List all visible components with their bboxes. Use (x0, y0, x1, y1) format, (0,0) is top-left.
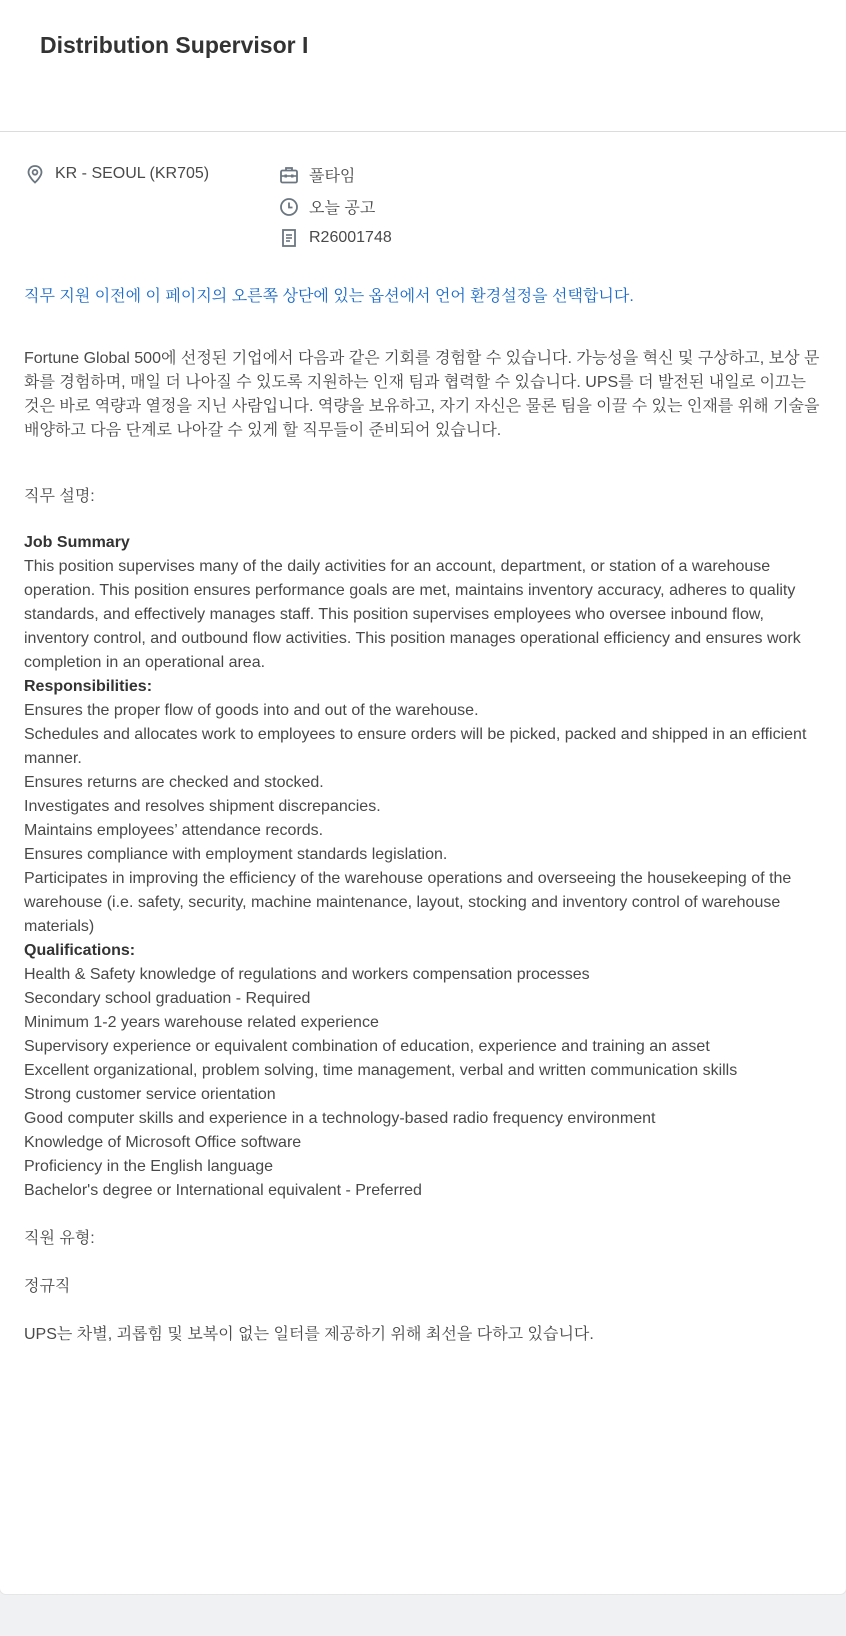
qualification-item: Bachelor's degree or International equivalent - Preferred (24, 1182, 422, 1199)
job-summary-text: This position supervises many of the daily activities for an account, department, or station of a warehouse operation. This position ensures performance goals are met, maintains inventory accuracy, adheres to quality standards, and effectively manages staff. This position supervises employees who oversee inbound flow, inventory control, and outbound flow activities. This position manages operational efficiency and ensures work completion in an operational area. (24, 558, 801, 671)
responsibility-item: Participates in improving the efficiency of the warehouse operations and overseeing the housekeeping of the warehouse (i.e. safety, security, machine maintenance, layout, stocking and inventory control of warehouse materials) (24, 870, 792, 935)
spacer (24, 1299, 824, 1323)
qualification-item: Good computer skills and experience in a technology-based radio frequency environment (24, 1110, 656, 1127)
posted-item (278, 195, 375, 218)
map-pin-icon (24, 163, 46, 185)
posted-text: 오늘 공고 (309, 200, 376, 217)
responsibilities-heading: Responsibilities: (24, 678, 153, 695)
responsibility-item: Investigates and resolves shipment discrepancies. (24, 798, 381, 815)
time-type-item (278, 163, 355, 186)
job-meta (24, 163, 824, 253)
spacer (24, 1203, 824, 1227)
employee-type-value: 정규직 (24, 1278, 71, 1295)
qualification-item: Proficiency in the English language (24, 1158, 274, 1175)
qualification-item: Supervisory experience or equivalent combination of education, experience and training an asset (24, 1038, 710, 1055)
qualification-item: Secondary school graduation - Required (24, 990, 311, 1007)
responsibility-item: Ensures the proper flow of goods into and out of the warehouse. (24, 702, 479, 719)
req-id-text: R26001748 (309, 229, 392, 246)
qualifications-heading: Qualifications: (24, 942, 136, 959)
spacer (24, 1251, 824, 1275)
responsibility-item: Schedules and allocates work to employees to ensure orders will be picked, packed and shipped in an efficient manner. (24, 726, 807, 767)
location-item (24, 163, 209, 185)
document-icon (278, 227, 300, 249)
qualification-item: Knowledge of Microsoft Office software (24, 1134, 302, 1151)
responsibility-item: Maintains employees’ attendance records. (24, 822, 324, 839)
qualification-item: Excellent organizational, problem solving, time management, verbal and written communication skills (24, 1062, 738, 1079)
job-description (24, 347, 824, 1347)
job-title: Distribution Supervisor I (40, 32, 309, 58)
employee-type-label: 직원 유형: (24, 1230, 95, 1247)
briefcase-icon (278, 164, 300, 186)
description-label: 직무 설명: (24, 488, 95, 505)
responsibility-item: Ensures returns are checked and stocked. (24, 774, 324, 791)
clock-icon (278, 196, 300, 218)
responsibility-item: Ensures compliance with employment standards legislation. (24, 846, 448, 863)
language-notice: 직무 지원 이전에 이 페이지의 오른쪽 상단에 있는 옵션에서 언어 환경설정을 선택합니다. (24, 288, 634, 305)
qualification-item: Strong customer service orientation (24, 1086, 276, 1103)
job-header (0, 0, 846, 132)
job-summary-heading: Job Summary (24, 534, 130, 551)
eeo-statement: UPS는 차별, 괴롭힘 및 보복이 없는 일터를 제공하기 위해 최선을 다하고 있습니다. (24, 1326, 594, 1343)
location-text: KR - SEOUL (KR705) (55, 165, 210, 182)
qualification-item: Minimum 1-2 years warehouse related experience (24, 1014, 379, 1031)
time-type-text: 풀타임 (309, 168, 356, 185)
req-id-item (278, 227, 392, 249)
qualification-item: Health & Safety knowledge of regulations and workers compensation processes (24, 966, 590, 983)
intro-paragraph: Fortune Global 500에 선정된 기업에서 다음과 같은 기회를 경험할 수 있습니다. 가능성을 혁신 및 구상하고, 보상 문화를 경험하며, 매일 더 나아질 수 있도록 지원하는 인재 팀과 협력할 수 있습니다. UPS를 더 발전된 내일로 이끄는 것은 바로 역량과 열정을 지닌 사람입니다. 역량을 보유하고, 자기 자신은 물론 팀을 이끌 수 있는 인재를 위해 기술을 배양하고 다음 단계로 나아갈 수 있게 할 직무들이 준비되어 있습니다. (24, 350, 820, 439)
